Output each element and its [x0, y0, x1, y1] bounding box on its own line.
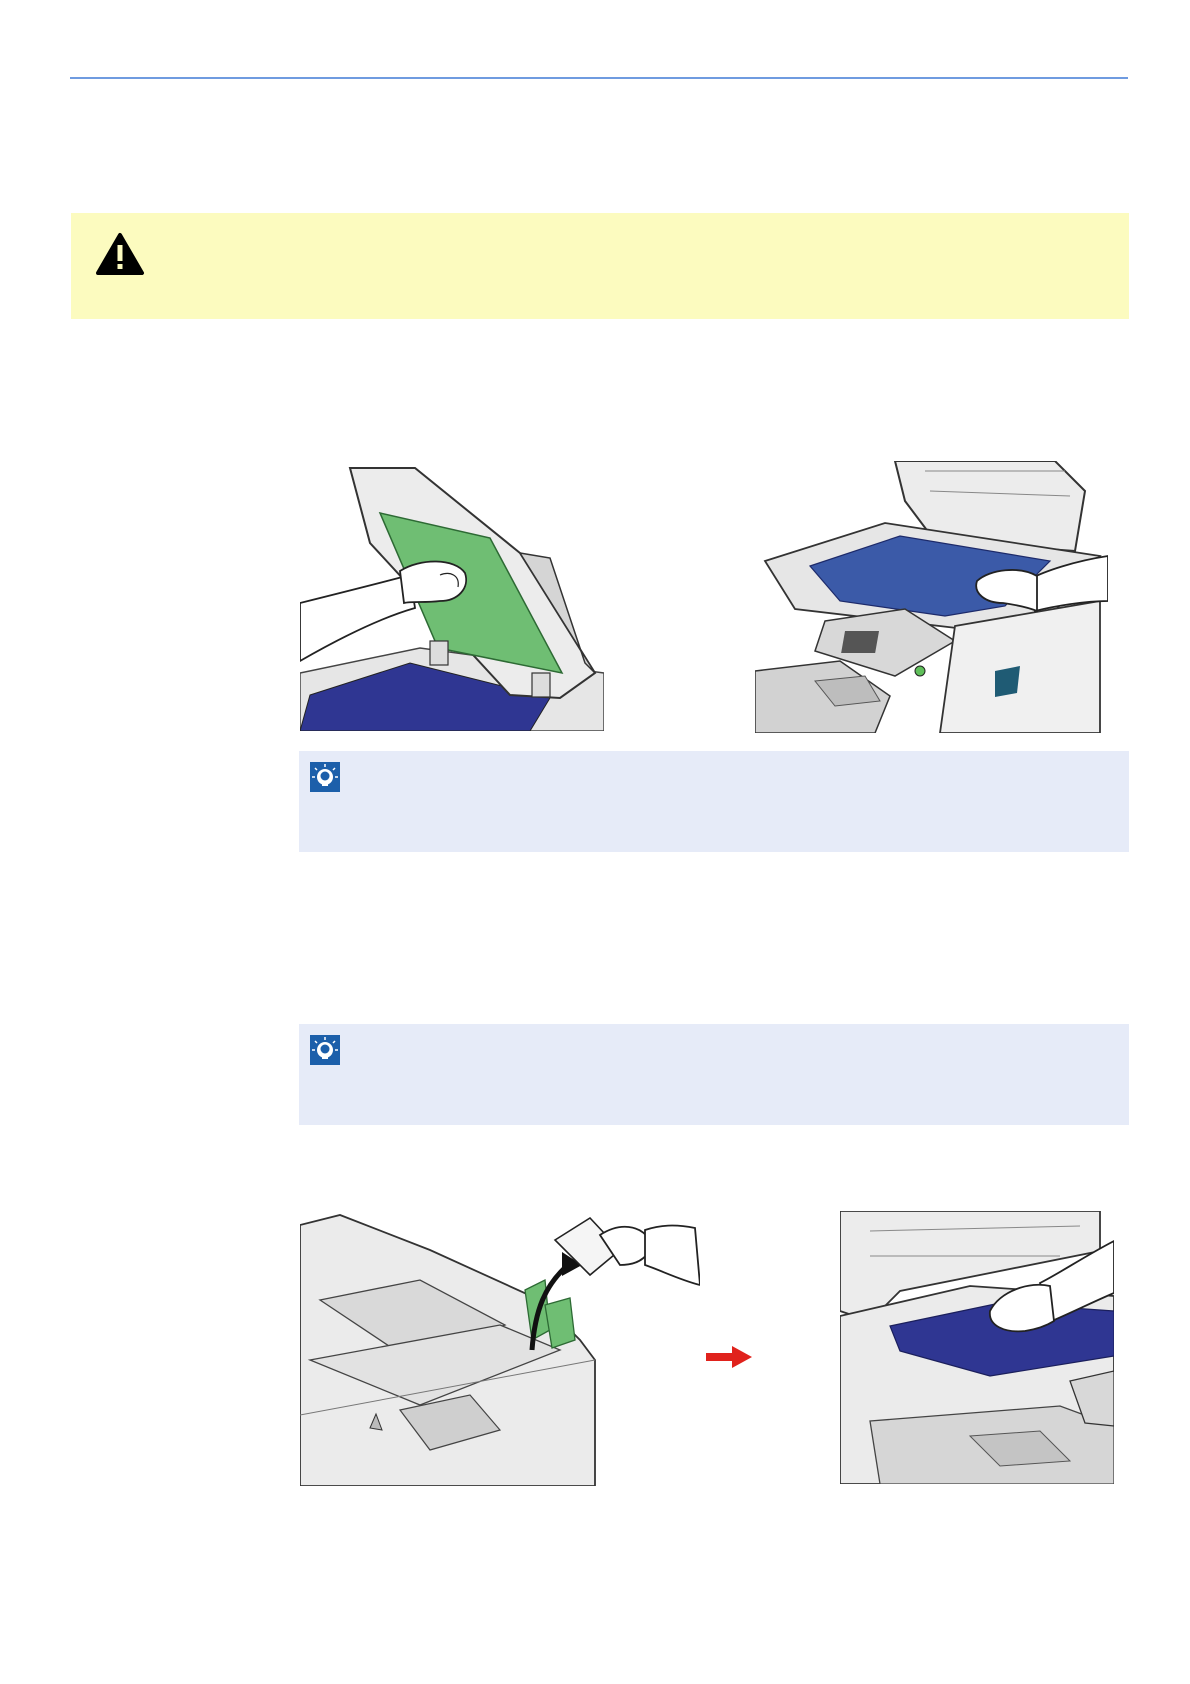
illustration-clean-slit-glass: [840, 1211, 1114, 1484]
lightbulb-note-icon: [310, 1035, 340, 1065]
illustration-clean-cover-pad: [300, 463, 604, 731]
caution-box: [71, 213, 1129, 319]
header-rule: [70, 77, 1128, 79]
illustration-remove-cleaning-cloth: [300, 1210, 700, 1486]
warning-triangle-icon: [94, 231, 146, 277]
note-box-2: [299, 1024, 1129, 1125]
lightbulb-note-icon: [310, 762, 340, 792]
illustration-clean-platen-glass: [755, 461, 1108, 733]
red-right-arrow-icon: [706, 1346, 752, 1368]
note-box-1: [299, 751, 1129, 852]
